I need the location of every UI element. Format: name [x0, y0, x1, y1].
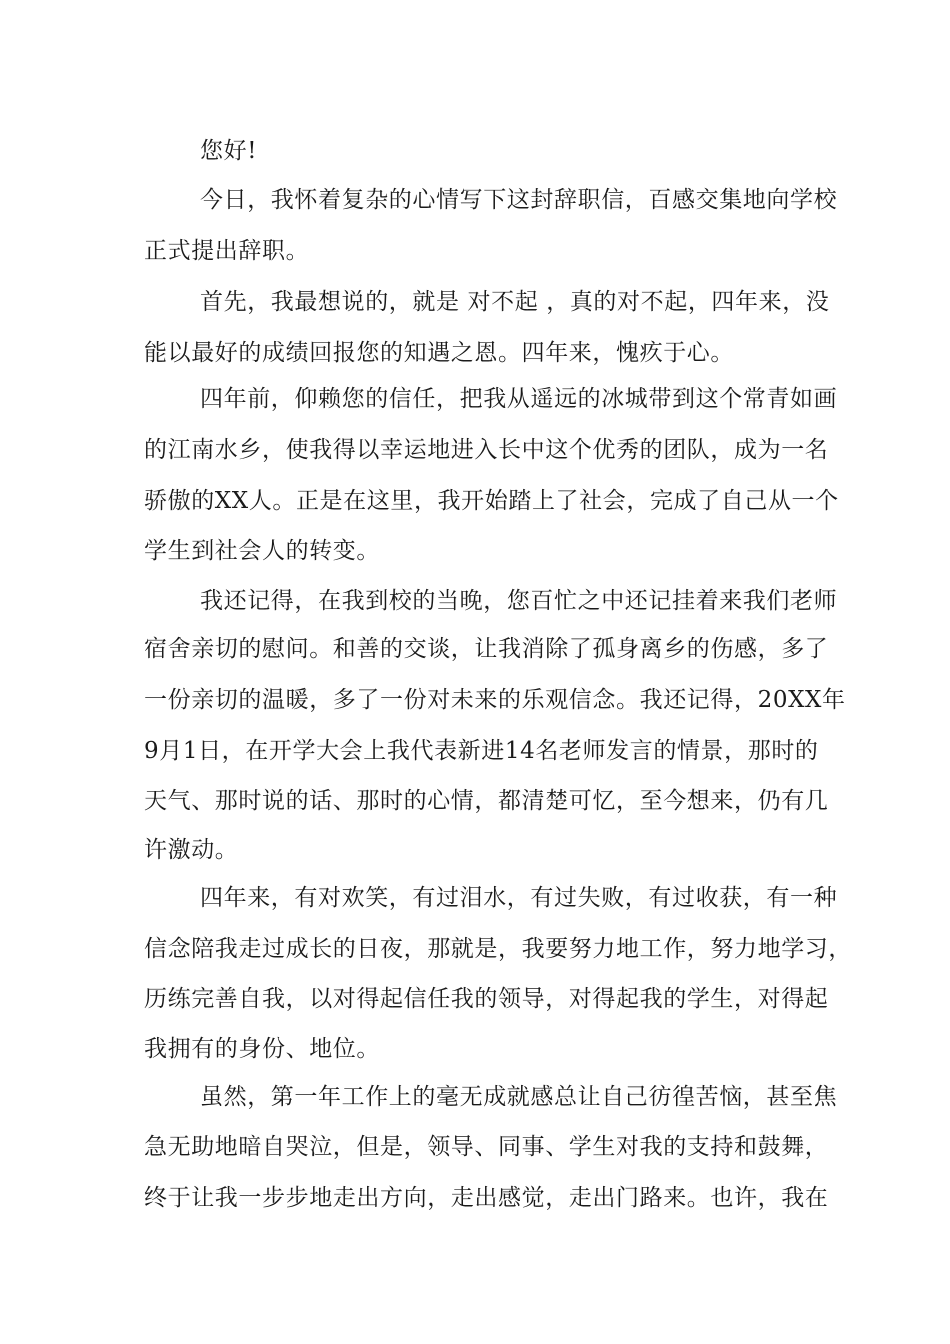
text-line: 虽然，第一年工作上的毫无成就感总让自己彷徨苦恼，甚至焦: [200, 1084, 838, 1110]
text-line: 能以最好的成绩回报您的知遇之恩。四年来，愧疚于心。: [144, 340, 734, 366]
text-line: 信念陪我走过成长的日夜，那就是，我要努力地工作，努力地学习，: [144, 936, 852, 962]
text-line: 宿舍亲切的慰问。和善的交谈，让我消除了孤身离乡的伤感，多了: [144, 636, 829, 662]
text-line: 我还记得，在我到校的当晚，您百忙之中还记挂着来我们老师: [200, 588, 838, 614]
text-line: 天气、那时说的话、那时的心情，都清楚可忆，至今想来，仍有几: [144, 788, 829, 814]
text-line: 急无助地暗自哭泣，但是，领导、同事、学生对我的支持和鼓舞，: [144, 1134, 829, 1160]
text-line: 首先，我最想说的，就是 对不起 ，真的对不起，四年来，没: [200, 289, 830, 315]
text-line: 四年前，仰赖您的信任，把我从遥远的冰城带到这个常青如画: [200, 386, 838, 412]
text-line: 我拥有的身份、地位。: [144, 1036, 380, 1062]
text-line: 终于让我一步步地走出方向，走出感觉，走出门路来。也许，我在: [144, 1185, 829, 1211]
text-line: 骄傲的XX人。正是在这里，我开始踏上了社会，完成了自己从一个: [144, 488, 839, 514]
text-line: 今日，我怀着复杂的心情写下这封辞职信，百感交集地向学校: [200, 187, 838, 213]
text-line: 许激动。: [144, 837, 239, 863]
text-line: 9月1日，在开学大会上我代表新进14名老师发言的情景，那时的: [144, 738, 819, 764]
text-line: 学生到社会人的转变。: [144, 538, 380, 564]
text-line: 历练完善自我，以对得起信任我的领导，对得起我的学生，对得起: [144, 986, 829, 1012]
text-line: 一份亲切的温暖，多了一份对未来的乐观信念。我还记得，20XX年: [144, 687, 846, 713]
text-line: 四年来，有对欢笑，有过泪水，有过失败，有过收获，有一种: [200, 885, 838, 911]
text-line: 的江南水乡，使我得以幸运地进入长中这个优秀的团队，成为一名: [144, 437, 829, 463]
text-line: 正式提出辞职。: [144, 238, 310, 264]
greeting-line: 您好!: [200, 138, 258, 164]
